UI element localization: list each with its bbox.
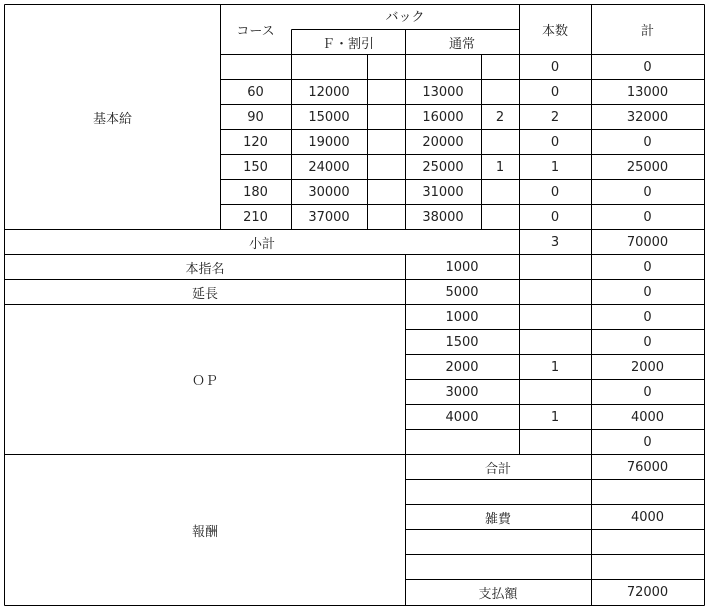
section-reward: 報酬 bbox=[191, 524, 218, 540]
base-row-course: 180 bbox=[243, 184, 268, 200]
base-row-count: 0 bbox=[550, 209, 560, 225]
nomination-price: 1000 bbox=[445, 259, 479, 275]
extension-price: 5000 bbox=[445, 284, 479, 300]
header-count: 本数 bbox=[541, 24, 568, 39]
subtotal-total: 70000 bbox=[626, 234, 669, 250]
base-row-f-price: 15000 bbox=[308, 109, 350, 125]
section-nomination: 本指名 bbox=[185, 261, 225, 277]
op-row-price: 4000 bbox=[445, 409, 479, 425]
base-row-course: 150 bbox=[243, 159, 268, 175]
base-row-f-count bbox=[367, 80, 405, 104]
section-subtotal: 小計 bbox=[248, 236, 275, 252]
base-row-count: 0 bbox=[550, 184, 560, 200]
op-row-total: 0 bbox=[643, 384, 652, 400]
header-course: コース bbox=[236, 24, 275, 39]
base-row-course: 60 bbox=[247, 84, 264, 100]
base-row-f-count bbox=[367, 155, 405, 179]
op-row-price: 3000 bbox=[445, 384, 479, 400]
base-row-normal-count bbox=[481, 80, 519, 104]
op-row-price: 1500 bbox=[445, 334, 479, 350]
base-row-course: 120 bbox=[243, 134, 268, 150]
base-row-count: 0 bbox=[550, 84, 560, 100]
op-row-count bbox=[519, 305, 591, 329]
op-row-price: 2000 bbox=[445, 359, 479, 375]
base-row-total: 0 bbox=[643, 184, 652, 200]
section-extension: 延長 bbox=[191, 286, 218, 302]
base-row-normal-count bbox=[481, 180, 519, 204]
reward-pay-value: 72000 bbox=[626, 585, 669, 600]
base-row-f-price bbox=[291, 55, 367, 79]
base-row-total: 25000 bbox=[626, 159, 669, 175]
header-f-discount: Ｆ・割引 bbox=[321, 36, 374, 52]
base-row-f-price: 30000 bbox=[308, 184, 350, 200]
base-row-normal-price: 31000 bbox=[422, 184, 464, 200]
op-row-total: 0 bbox=[643, 309, 652, 325]
base-row-normal-count bbox=[481, 55, 519, 79]
op-row-count: 1 bbox=[550, 359, 560, 375]
subtotal-count: 3 bbox=[550, 234, 560, 250]
base-row-count: 0 bbox=[550, 134, 560, 150]
base-row-course: 210 bbox=[243, 209, 268, 225]
base-row-f-count bbox=[367, 180, 405, 204]
op-row-total: 2000 bbox=[630, 359, 665, 375]
base-row-total: 0 bbox=[643, 134, 652, 150]
base-row-total: 32000 bbox=[626, 109, 669, 125]
section-base-pay: 基本給 bbox=[92, 111, 132, 127]
header-back: バック bbox=[385, 9, 425, 25]
op-row-total: 4000 bbox=[630, 409, 665, 425]
base-row-f-price: 19000 bbox=[308, 134, 350, 150]
base-row-f-price: 12000 bbox=[308, 84, 350, 100]
base-row-count: 0 bbox=[550, 59, 560, 75]
base-row-f-price: 24000 bbox=[308, 159, 350, 175]
header-total: 計 bbox=[640, 24, 654, 39]
base-row-f-count bbox=[367, 205, 405, 229]
reward-misc-label: 雑費 bbox=[484, 511, 511, 527]
reward-sum-value: 76000 bbox=[626, 459, 669, 475]
op-row-total: 0 bbox=[643, 434, 652, 450]
base-row-normal-count: 1 bbox=[495, 159, 505, 175]
base-row-course: 90 bbox=[247, 109, 264, 125]
base-row-normal-price: 13000 bbox=[422, 84, 464, 100]
section-op: ＯＰ bbox=[191, 374, 218, 389]
op-row-count: 1 bbox=[550, 409, 560, 425]
base-row-f-count bbox=[367, 55, 405, 79]
nomination-total: 0 bbox=[643, 259, 652, 275]
base-row-normal-price bbox=[405, 55, 481, 79]
base-row-normal-price: 25000 bbox=[422, 159, 464, 175]
op-row-total: 0 bbox=[643, 334, 652, 350]
extension-total: 0 bbox=[643, 284, 652, 300]
base-row-total: 0 bbox=[643, 209, 652, 225]
base-row-normal-price: 16000 bbox=[422, 109, 464, 125]
reward-misc-value: 4000 bbox=[630, 509, 665, 525]
base-row-total: 0 bbox=[643, 59, 652, 75]
base-row-count: 1 bbox=[550, 159, 560, 175]
op-row-count bbox=[519, 330, 591, 354]
op-row-price bbox=[405, 430, 519, 454]
reward-sum-label: 合計 bbox=[484, 461, 511, 477]
base-row-normal-price: 38000 bbox=[422, 209, 464, 225]
base-row-f-count bbox=[367, 105, 405, 129]
reward-pay-label: 支払額 bbox=[478, 587, 518, 602]
base-row-f-count bbox=[367, 130, 405, 154]
base-row-normal-count bbox=[481, 205, 519, 229]
header-normal: 通常 bbox=[448, 36, 475, 52]
op-row-count bbox=[519, 430, 591, 454]
op-row-count bbox=[519, 380, 591, 404]
base-row-normal-count bbox=[481, 130, 519, 154]
extension-count bbox=[519, 280, 591, 304]
op-row-price: 1000 bbox=[445, 309, 479, 325]
nomination-count bbox=[519, 255, 591, 279]
base-row-count: 2 bbox=[550, 109, 560, 125]
base-row-normal-count: 2 bbox=[495, 109, 505, 125]
base-row-course bbox=[220, 55, 291, 79]
base-row-total: 13000 bbox=[626, 84, 669, 100]
base-row-f-price: 37000 bbox=[308, 209, 350, 225]
base-row-normal-price: 20000 bbox=[422, 134, 464, 150]
